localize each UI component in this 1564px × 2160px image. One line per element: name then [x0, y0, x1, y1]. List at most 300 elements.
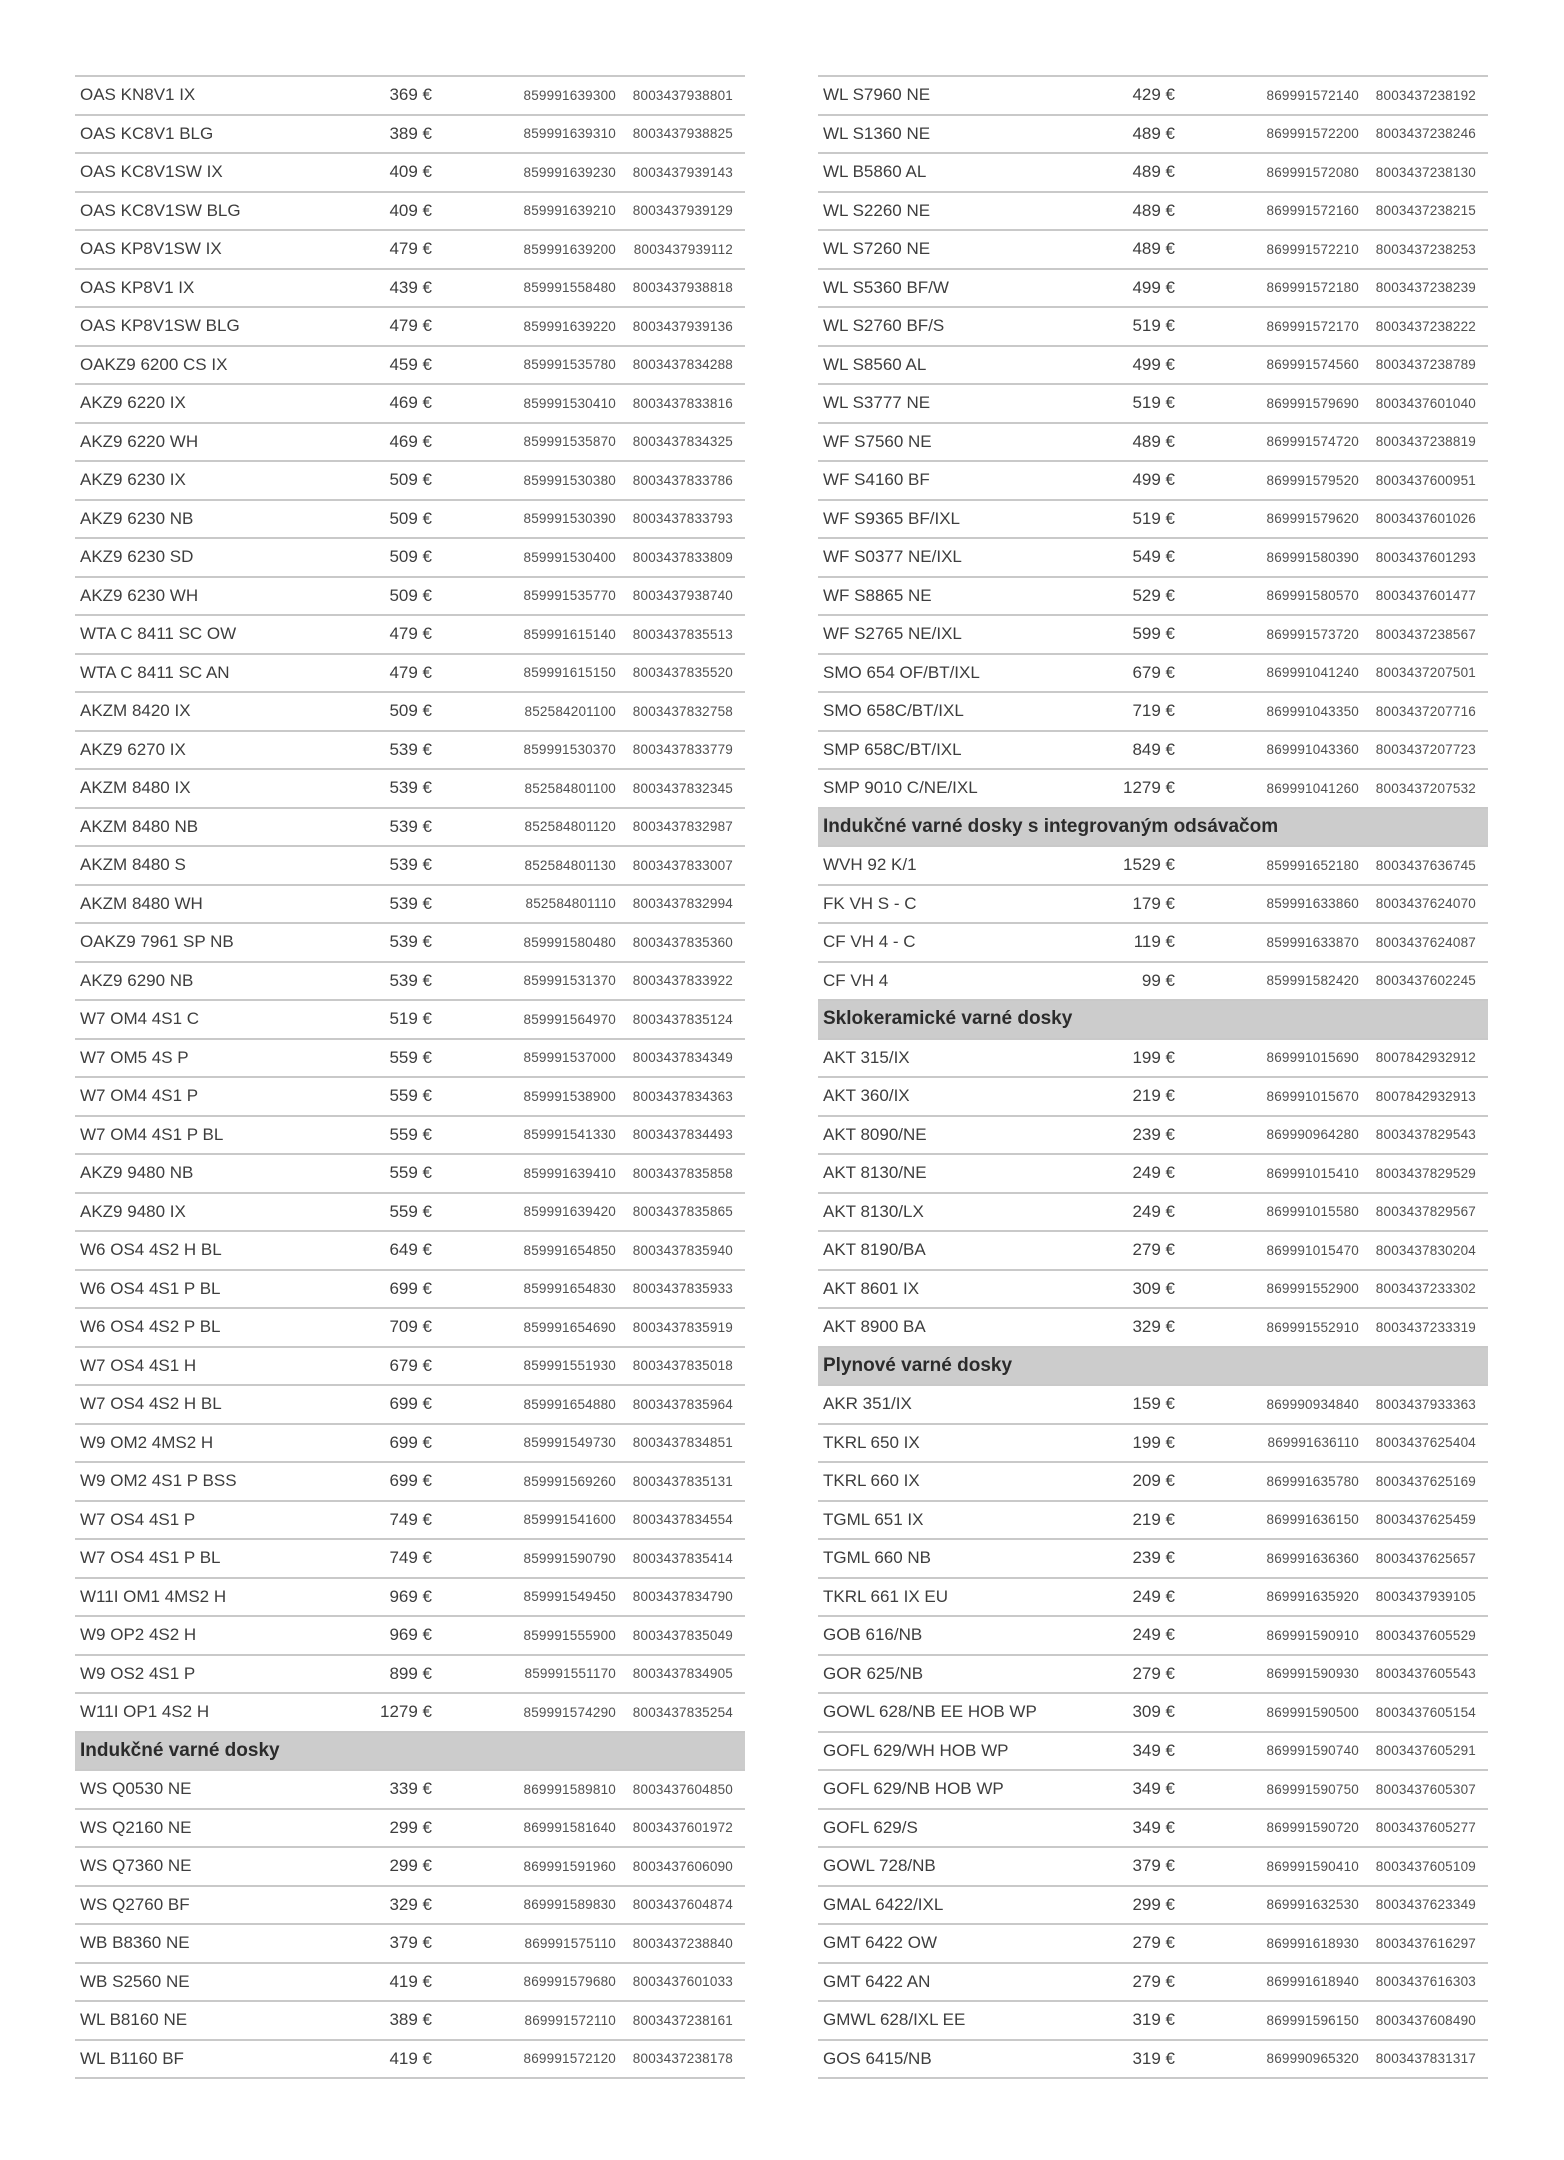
product-code: 869991015690	[1266, 1050, 1359, 1066]
product-name: W7 OS4 4S2 H BL	[80, 1394, 222, 1414]
product-row	[818, 924, 1488, 963]
product-row	[818, 1117, 1488, 1156]
product-code: 859991549450	[523, 1589, 616, 1605]
product-name: W9 OP2 4S2 H	[80, 1625, 197, 1645]
product-ean-code: 8003437608490	[1375, 2012, 1476, 2028]
product-code: 859991538900	[523, 1088, 616, 1104]
product-name: AKZM 8480 IX	[80, 778, 191, 798]
product-name: OAS KP8V1 IX	[80, 277, 195, 297]
product-name: AKT 8601 IX	[823, 1278, 920, 1298]
product-ean-code: 8003437238840	[632, 1935, 733, 1951]
section-header: Plynové varné dosky	[818, 1348, 1488, 1387]
product-code: 859991530390	[523, 511, 616, 527]
product-name: FK VH S - C	[823, 893, 917, 913]
product-row	[818, 116, 1488, 155]
product-row	[75, 193, 745, 232]
product-ean-code: 8003437605277	[1375, 1820, 1476, 1836]
product-code: 859991530380	[523, 472, 616, 488]
product-price: 419 €	[389, 2048, 432, 2068]
product-name: WL B5860 AL	[823, 162, 927, 182]
product-name: WTA C 8411 SC OW	[80, 624, 237, 644]
product-ean-code: 8003437835520	[632, 665, 733, 681]
product-price: 699 €	[389, 1432, 432, 1452]
product-row	[75, 1309, 745, 1348]
product-name: SMP 9010 C/NE/IXL	[823, 778, 978, 798]
product-row	[75, 385, 745, 424]
product-code: 859991531370	[523, 973, 616, 989]
product-row	[818, 1271, 1488, 1310]
product-row	[818, 732, 1488, 771]
product-price: 749 €	[389, 1509, 432, 1529]
product-ean-code: 8003437616303	[1375, 1974, 1476, 1990]
product-ean-code: 8003437207501	[1375, 665, 1476, 681]
product-price: 1279 €	[380, 1702, 432, 1722]
product-code: 869991572180	[1266, 280, 1359, 296]
product-row	[818, 1463, 1488, 1502]
product-ean-code: 8003437833809	[632, 549, 733, 565]
product-code: 869991580390	[1266, 549, 1359, 565]
product-name: GMAL 6422/IXL	[823, 1894, 944, 1914]
product-row	[818, 231, 1488, 270]
product-code: 869991636110	[1267, 1435, 1359, 1451]
product-code: 859991551930	[523, 1358, 616, 1374]
product-price: 559 €	[389, 1163, 432, 1183]
product-price: 969 €	[389, 1625, 432, 1645]
product-row	[818, 1887, 1488, 1926]
product-code: 869991590410	[1266, 1858, 1359, 1874]
product-name: GOFL 629/NB HOB WP	[823, 1779, 1004, 1799]
product-row	[818, 1810, 1488, 1849]
product-ean-code: 8003437938818	[632, 280, 733, 296]
product-ean-code: 8003437605543	[1375, 1666, 1476, 1682]
product-price: 539 €	[389, 855, 432, 875]
product-code: 859991564970	[523, 1011, 616, 1027]
product-ean-code: 8003437238215	[1375, 203, 1476, 219]
product-row	[75, 809, 745, 848]
product-row	[75, 1848, 745, 1887]
product-row	[818, 1425, 1488, 1464]
product-code: 869991596150	[1266, 2012, 1359, 2028]
product-ean-code: 8003437834905	[632, 1666, 733, 1682]
product-name: W7 OS4 4S1 P BL	[80, 1548, 221, 1568]
product-price: 719 €	[1132, 701, 1175, 721]
product-ean-code: 8003437933363	[1375, 1396, 1476, 1412]
product-name: GOB 616/NB	[823, 1625, 923, 1645]
product-row	[75, 1040, 745, 1079]
product-ean-code: 8003437833922	[632, 973, 733, 989]
product-price: 519 €	[1132, 508, 1175, 528]
product-name: AKZ9 9480 NB	[80, 1163, 194, 1183]
product-code: 859991639200	[523, 241, 616, 257]
product-row	[75, 1155, 745, 1194]
product-code: 869991579520	[1266, 472, 1359, 488]
product-ean-code: 8003437604850	[632, 1781, 733, 1797]
product-name: WS Q0530 NE	[80, 1779, 192, 1799]
product-row	[818, 1964, 1488, 2003]
product-ean-code: 8003437834493	[632, 1127, 733, 1143]
product-row	[75, 1463, 745, 1502]
product-price: 509 €	[389, 547, 432, 567]
product-row	[75, 154, 745, 193]
product-price: 499 €	[1132, 277, 1175, 297]
product-ean-code: 8003437238819	[1375, 434, 1476, 450]
product-ean-code: 8003437834288	[632, 357, 733, 373]
product-row	[75, 501, 745, 540]
product-row	[75, 2041, 745, 2080]
product-name: WL S2260 NE	[823, 200, 931, 220]
product-ean-code: 8003437238161	[632, 2012, 733, 2028]
product-name: W11I OP1 4S2 H	[80, 1702, 210, 1722]
product-name: AKR 351/IX	[823, 1394, 912, 1414]
product-price: 429 €	[1132, 85, 1175, 105]
product-name: WL S8560 AL	[823, 354, 927, 374]
product-ean-code: 8003437636745	[1375, 857, 1476, 873]
product-price: 389 €	[389, 123, 432, 143]
product-price: 349 €	[1132, 1740, 1175, 1760]
product-ean-code: 8003437238253	[1375, 241, 1476, 257]
product-ean-code: 8003437834325	[632, 434, 733, 450]
product-row	[75, 1810, 745, 1849]
product-price: 349 €	[1132, 1817, 1175, 1837]
product-ean-code: 8003437833786	[632, 472, 733, 488]
product-price: 679 €	[1132, 662, 1175, 682]
product-ean-code: 8003437238789	[1375, 357, 1476, 373]
product-ean-code: 8003437605307	[1375, 1781, 1476, 1797]
product-name: AKZ9 6220 IX	[80, 393, 186, 413]
product-ean-code: 8003437238246	[1375, 126, 1476, 142]
product-price: 459 €	[389, 354, 432, 374]
product-row	[75, 1078, 745, 1117]
product-price: 249 €	[1132, 1625, 1175, 1645]
product-ean-code: 8003437835124	[632, 1011, 733, 1027]
product-row	[75, 1617, 745, 1656]
product-code: 859991580480	[523, 934, 616, 950]
product-code: 869991618940	[1266, 1974, 1359, 1990]
product-name: AKT 360/IX	[823, 1086, 910, 1106]
product-row	[818, 2002, 1488, 2041]
product-ean-code: 8003437834554	[632, 1512, 733, 1528]
product-code: 859991541600	[523, 1512, 616, 1528]
product-name: WTA C 8411 SC AN	[80, 662, 230, 682]
product-code: 869991573720	[1266, 626, 1359, 642]
product-row	[75, 462, 745, 501]
product-row	[75, 1656, 745, 1695]
product-name: GMT 6422 AN	[823, 1971, 931, 1991]
product-code: 869991580570	[1266, 588, 1359, 604]
product-name: AKZM 8480 S	[80, 855, 186, 875]
product-row	[75, 963, 745, 1002]
product-ean-code: 8003437835858	[632, 1165, 733, 1181]
product-row	[818, 1848, 1488, 1887]
section-header: Indukčné varné dosky s integrovaným odsávačom	[818, 809, 1488, 848]
product-code: 869991579620	[1266, 511, 1359, 527]
product-price: 489 €	[1132, 431, 1175, 451]
product-name: WVH 92 K/1	[823, 855, 917, 875]
product-name: WL S1360 NE	[823, 123, 931, 143]
product-name: AKT 315/IX	[823, 1047, 910, 1067]
product-price: 509 €	[389, 508, 432, 528]
product-ean-code: 8003437835360	[632, 934, 733, 950]
product-name: TGML 660 NB	[823, 1548, 932, 1568]
product-ean-code: 8003437625657	[1375, 1550, 1476, 1566]
product-name: W11I OM1 4MS2 H	[80, 1586, 227, 1606]
product-name: W9 OM2 4S1 P BSS	[80, 1471, 237, 1491]
product-name: WB B8360 NE	[80, 1933, 190, 1953]
product-code: 869991574560	[1266, 357, 1359, 373]
product-ean-code: 8003437601477	[1375, 588, 1476, 604]
product-ean-code: 8007842932912	[1375, 1050, 1476, 1066]
product-price: 219 €	[1132, 1509, 1175, 1529]
product-price: 299 €	[1132, 1894, 1175, 1914]
product-code: 859991535770	[523, 588, 616, 604]
product-row	[75, 1271, 745, 1310]
product-code: 869991636150	[1266, 1512, 1359, 1528]
product-code: 859991549730	[523, 1435, 616, 1451]
product-row	[818, 1925, 1488, 1964]
product-ean-code: 8003437835018	[632, 1358, 733, 1374]
product-row	[75, 308, 745, 347]
product-row	[75, 1925, 745, 1964]
product-price: 1529 €	[1123, 855, 1175, 875]
product-price: 559 €	[389, 1124, 432, 1144]
product-name: WF S0377 NE/IXL	[823, 547, 962, 567]
product-ean-code: 8003437939129	[632, 203, 733, 219]
product-row	[818, 578, 1488, 617]
product-row	[75, 1540, 745, 1579]
product-price: 329 €	[389, 1894, 432, 1914]
product-name: OAS KP8V1SW BLG	[80, 316, 240, 336]
product-row	[818, 154, 1488, 193]
product-code: 859991639220	[523, 318, 616, 334]
product-price: 539 €	[389, 970, 432, 990]
product-code: 859991582420	[1266, 973, 1359, 989]
product-code: 869991590930	[1266, 1666, 1359, 1682]
product-code: 859991654880	[523, 1396, 616, 1412]
product-price: 699 €	[389, 1394, 432, 1414]
product-row	[818, 847, 1488, 886]
product-name: OAS KC8V1SW BLG	[80, 200, 241, 220]
product-ean-code: 8003437832987	[632, 819, 733, 835]
product-code: 869991590740	[1266, 1743, 1359, 1759]
product-name: GOR 625/NB	[823, 1663, 924, 1683]
product-price: 409 €	[389, 162, 432, 182]
product-ean-code: 8003437835049	[632, 1627, 733, 1643]
product-code: 859991639210	[523, 203, 616, 219]
product-price: 389 €	[389, 2010, 432, 2030]
product-price: 499 €	[1132, 470, 1175, 490]
product-code: 869991589810	[523, 1781, 616, 1797]
product-name: AKZ9 6290 NB	[80, 970, 194, 990]
product-code: 869991015470	[1266, 1242, 1359, 1258]
product-ean-code: 8003437834851	[632, 1435, 733, 1451]
product-name: AKT 8130/LX	[823, 1201, 924, 1221]
product-ean-code: 8003437602245	[1375, 973, 1476, 989]
product-row	[75, 1386, 745, 1425]
product-row	[75, 1425, 745, 1464]
product-name: W9 OS2 4S1 P	[80, 1663, 196, 1683]
product-price: 899 €	[389, 1663, 432, 1683]
price-table-left	[75, 75, 745, 2079]
product-name: GOFL 629/WH HOB WP	[823, 1740, 1009, 1760]
product-row	[818, 770, 1488, 809]
product-name: WS Q2760 BF	[80, 1894, 190, 1914]
product-ean-code: 8003437835414	[632, 1550, 733, 1566]
product-price: 489 €	[1132, 123, 1175, 143]
product-code: 859991654850	[523, 1242, 616, 1258]
product-row	[75, 1964, 745, 2003]
product-code: 869991572210	[1266, 241, 1359, 257]
product-name: TGML 651 IX	[823, 1509, 924, 1529]
product-code: 869991572170	[1266, 318, 1359, 334]
product-name: AKZ9 6230 IX	[80, 470, 186, 490]
product-row	[75, 1887, 745, 1926]
product-row	[75, 886, 745, 925]
product-name: WF S8865 NE	[823, 585, 932, 605]
product-price: 559 €	[389, 1086, 432, 1106]
product-name: WF S4160 BF	[823, 470, 930, 490]
product-price: 279 €	[1132, 1933, 1175, 1953]
product-price: 409 €	[389, 200, 432, 220]
product-name: WF S7560 NE	[823, 431, 932, 451]
product-price: 699 €	[389, 1471, 432, 1491]
product-ean-code: 8003437625459	[1375, 1512, 1476, 1528]
product-name: WL S5360 BF/W	[823, 277, 949, 297]
product-ean-code: 8003437238178	[632, 2051, 733, 2067]
product-row	[818, 2041, 1488, 2080]
product-code: 859991639300	[523, 87, 616, 103]
product-name: CF VH 4 - C	[823, 932, 916, 952]
product-ean-code: 8003437207532	[1375, 780, 1476, 796]
product-row	[818, 385, 1488, 424]
product-row	[75, 693, 745, 732]
product-ean-code: 8003437832994	[632, 896, 733, 912]
product-price: 369 €	[389, 85, 432, 105]
product-name: WS Q2160 NE	[80, 1817, 192, 1837]
product-code: 869991041260	[1266, 780, 1359, 796]
product-code: 859991530400	[523, 549, 616, 565]
product-price: 249 €	[1132, 1586, 1175, 1606]
product-code: 869991579690	[1266, 395, 1359, 411]
product-code: 859991615150	[523, 665, 616, 681]
product-code: 859991590790	[523, 1550, 616, 1566]
product-name: AKZ9 6220 WH	[80, 431, 199, 451]
product-price: 469 €	[389, 431, 432, 451]
product-code: 869991581640	[523, 1820, 616, 1836]
product-code: 859991639420	[523, 1204, 616, 1220]
product-ean-code: 8003437829543	[1375, 1127, 1476, 1143]
product-row	[75, 732, 745, 771]
product-price: 119 €	[1133, 932, 1175, 952]
product-ean-code: 8003437238567	[1375, 626, 1476, 642]
product-name: OAKZ9 7961 SP NB	[80, 932, 234, 952]
product-name: WF S9365 BF/IXL	[823, 508, 960, 528]
product-price: 649 €	[389, 1240, 432, 1260]
product-ean-code: 8003437835865	[632, 1204, 733, 1220]
product-ean-code: 8003437939112	[633, 241, 733, 257]
product-price: 749 €	[389, 1548, 432, 1568]
product-row	[75, 924, 745, 963]
product-price: 209 €	[1132, 1471, 1175, 1491]
product-name: OAS KP8V1SW IX	[80, 239, 222, 259]
product-code: 869991618930	[1266, 1935, 1359, 1951]
product-row	[75, 1771, 745, 1810]
product-name: AKT 8130/NE	[823, 1163, 927, 1183]
product-ean-code: 8003437835940	[632, 1242, 733, 1258]
product-code: 852584801120	[524, 819, 616, 835]
product-name: CF VH 4	[823, 970, 889, 990]
product-code: 859991535780	[523, 357, 616, 373]
product-name: GOFL 629/S	[823, 1817, 918, 1837]
product-row	[75, 847, 745, 886]
product-price: 539 €	[389, 893, 432, 913]
product-name: W7 OS4 4S1 P	[80, 1509, 196, 1529]
product-code: 869991579680	[523, 1974, 616, 1990]
product-price: 239 €	[1132, 1124, 1175, 1144]
product-ean-code: 8003437939143	[632, 164, 733, 180]
product-code: 859991639310	[523, 126, 616, 142]
product-ean-code: 8003437939105	[1375, 1589, 1476, 1605]
product-price: 509 €	[389, 585, 432, 605]
product-ean-code: 8003437830204	[1375, 1242, 1476, 1258]
product-code: 869991572140	[1266, 87, 1359, 103]
product-name: WF S2765 NE/IXL	[823, 624, 962, 644]
product-name: OAS KC8V1SW IX	[80, 162, 223, 182]
product-name: AKT 8090/NE	[823, 1124, 927, 1144]
product-name: W7 OM4 4S1 P	[80, 1086, 199, 1106]
product-code: 859991615140	[523, 626, 616, 642]
product-code: 859991574290	[523, 1704, 616, 1720]
product-ean-code: 8003437625169	[1375, 1473, 1476, 1489]
product-ean-code: 8003437938740	[632, 588, 733, 604]
product-price: 379 €	[1132, 1856, 1175, 1876]
product-price: 249 €	[1132, 1201, 1175, 1221]
product-row	[818, 347, 1488, 386]
product-row	[818, 1540, 1488, 1579]
product-row	[818, 308, 1488, 347]
product-row	[75, 270, 745, 309]
product-code: 859991535870	[523, 434, 616, 450]
product-row	[818, 963, 1488, 1002]
product-name: WL S3777 NE	[823, 393, 931, 413]
product-price: 419 €	[389, 1971, 432, 1991]
product-ean-code: 8007842932913	[1375, 1088, 1476, 1104]
product-code: 869991590910	[1266, 1627, 1359, 1643]
product-ean-code: 8003437601026	[1375, 511, 1476, 527]
product-name: SMO 654 OF/BT/IXL	[823, 662, 980, 682]
product-price: 339 €	[389, 1779, 432, 1799]
product-price: 509 €	[389, 470, 432, 490]
product-ean-code: 8003437835254	[632, 1704, 733, 1720]
product-price: 549 €	[1132, 547, 1175, 567]
product-row	[818, 1155, 1488, 1194]
product-price: 969 €	[389, 1586, 432, 1606]
product-ean-code: 8003437832345	[632, 780, 733, 796]
product-price: 599 €	[1132, 624, 1175, 644]
product-ean-code: 8003437601972	[632, 1820, 733, 1836]
product-code: 869991636360	[1266, 1550, 1359, 1566]
product-ean-code: 8003437832758	[632, 703, 733, 719]
product-ean-code: 8003437601040	[1375, 395, 1476, 411]
product-price: 249 €	[1132, 1163, 1175, 1183]
product-row	[818, 1694, 1488, 1733]
product-price: 309 €	[1132, 1702, 1175, 1722]
product-code: 869991015410	[1266, 1165, 1359, 1181]
product-row	[818, 1194, 1488, 1233]
product-ean-code: 8003437835933	[632, 1281, 733, 1297]
product-code: 859991558480	[523, 280, 616, 296]
product-name: AKZ9 6230 SD	[80, 547, 194, 567]
product-row	[818, 1656, 1488, 1695]
